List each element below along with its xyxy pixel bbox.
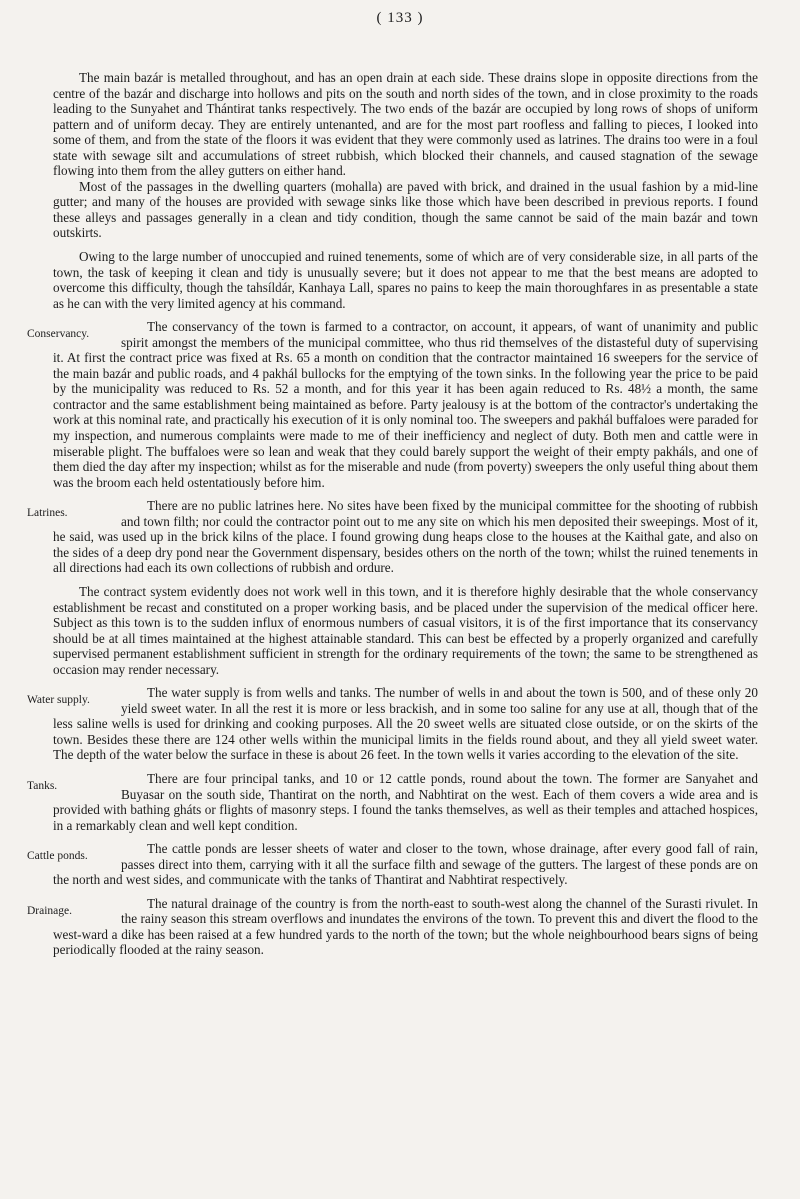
paragraph-cattle-ponds — [27, 841, 758, 888]
paragraph-conservancy-text: The conservancy of the town is farmed to a contractor, on account, it appears, of want of unanimity and public spirit amongst the members of the municipal committee, who thus rid themselves of the distasteful duty of supervising it. At first the contract price was fixed at Rs. 65 a month on condition that the contractor maintained 16 sweepers for the service of the main bazár and public roads, and 4 pakhál bullocks for the emptying of the town sinks. In the following year the price to be paid by the municipality was reduced to Rs. 52 a month, and for this year it has been again reduced to Rs. 48½ a month, the same contractor and the same establishment being maintained as before. Party jealousy is at the bottom of the contractor's undertaking the work at this nominal rate, and practically his execution of it is only nominal too. The sweepers and pakhál buffaloes were paraded for my inspection, and numerous complaints were made to me of their inefficiency and neglect of duty. Both men and cattle were in miserable plight. The buffaloes were so lean and weak that they could barely support the weight of their empty pakháls, and one of them died the day after my inspection; whilst as for the miserable and nude (from poverty) sweepers the only useful thing about them was the broom each held ostentatiously before him. — [53, 319, 758, 490]
paragraph-water-supply — [27, 685, 758, 763]
sidenote-tanks: Tanks. — [27, 779, 58, 792]
paragraph-latrines-text: There are no public latrines here. No sites have been fixed by the municipal committee for the shooting of rubbish and town filth; nor could the contractor point out to me any site on which his men deposited their sweepings. Most of it, he said, was used up in the brick kilns of the place. I found growing dung heaps close to the houses at the Kaithal gate, and also on the sides of a deep dry pond near the Government dispensary, besides others on the north of the town; whilst the ruined tenements in all directions had each its own collections of rubbish and ordure. — [53, 498, 758, 576]
paragraph-drainage-text: The natural drainage of the country is from the north-east to south-west along the channel of the Surasti rivulet. In the rainy season this stream overflows and inundates the environs of the town. To prevent this and divert the flood to the west-ward a dike has been raised at a few hundred yards to the north of the town; but the whole neighbourhood bears signs of being periodically flooded at the rainy season. — [53, 895, 758, 958]
paragraph-tenements: Owing to the large number of unoccupied and ruined tenements, some of which are of very considerable size, in all parts of the town, the task of keeping it clean and tidy is unusually severe; but it does not appear to me that the best means are adopted to overcome this difficulty, though the tahsíldár, Kanhaya Lall, spares no pains to keep the main thoroughfares in as presentable a state as he can with the very limited agency at his command. — [53, 249, 758, 311]
paragraph-drainage — [27, 895, 758, 958]
paragraph-contract-system: The contract system evidently does not work well in this town, and it is therefore highly desirable that the whole conservancy establishment be recast and constituted on a proper working basis, and be placed under the supervision of the medical officer here. Subject as this town is to the sudden influx of enormous numbers of casual visitors, it is of the first importance that its conservancy should be at all times maintained at the highest attainable standard. This can best be effected by a properly organized and carefully supervised permanent establishment sufficient in strength for the ordinary requirements of the town; the same to be strengthened as occasion may render necessary. — [53, 583, 758, 677]
paragraph-cattle-ponds-text: The cattle ponds are lesser sheets of water and closer to the town, whose drainage, after every good fall of rain, passes direct into them, carrying with it all the surface filth and sewage of the gutters. The largest of these ponds are on the north and west sides, and communicate with the tanks of Thantirat and Nabhtirat respectively. — [53, 841, 758, 888]
paragraph-latrines — [27, 498, 758, 576]
paragraph-mohalla-passages: Most of the passages in the dwelling quarters (mohalla) are paved with brick, and drained in the usual fashion by a mid-line gutter; and many of the houses are provided with sewage sinks like those which have been described in previous reports. I found these alleys and passages generally in a clean and tidy condition, though the same cannot be said of the main bazár and town outskirts. — [53, 178, 758, 241]
paragraph-main-bazar: The main bazár is metalled throughout, and has an open drain at each side. These drains slope in opposite directions from the centre of the bazár and discharge into hollows and pits on the south and north sides of the town, and in close proximity to the roads leading to the Sunyahet and Thántirat tanks respectively. The two ends of the bazár are occupied by long rows of shops of uniform pattern and of uniform decay. They are entirely untenanted, and are for the most part roofless and falling to pieces, I looked into some of them, and from the state of the floors it was evident that they were commonly used as latrines. The drains too were in a foul state with sewage silt and accumulations of street rubbish, which blocked their channels, and caused stagnation of the sewage flowing into them from the alley gutters on either hand. — [53, 70, 758, 179]
page-number: ( 133 ) — [376, 10, 424, 26]
paragraph-conservancy — [27, 319, 758, 490]
paragraph-tanks — [27, 770, 758, 833]
paragraph-tanks-text: There are four principal tanks, and 10 or 12 cattle ponds, round about the town. The former are Sanyahet and Buyasar on the south side, Thantirat on the north, and Nabhtirat on the west. Each of them covers a wide area and is provided with bathing gháts or flights of masonry steps. I found the tanks themselves, as well as their temples and attached hospices, in a remarkably clean and well kept condition. — [53, 770, 758, 833]
sidenote-water-supply: Water supply. — [27, 694, 90, 707]
report-body — [27, 70, 758, 958]
sidenote-latrines: Latrines. — [27, 507, 68, 520]
sidenote-drainage: Drainage. — [27, 904, 73, 917]
paragraph-water-supply-text: The water supply is from wells and tanks. The number of wells in and about the town is 500, and of these only 20 yield sweet water. In all the rest it is more or less brackish, and in some too saline for any use at all, though that of the less saline wells is used for drinking and cooking purposes. All the 20 sweet wells are situated close outside, or on the skirts of the town. Besides these there are 124 other wells within the municipal limits in the fields round about, and they all yield sweet water. The depth of the water below the surface in these is about 26 feet. In the town wells it varies according to the elevation of the site. — [53, 685, 758, 763]
sidenote-conservancy: Conservancy. — [27, 328, 90, 341]
sidenote-cattle-ponds: Cattle ponds. — [27, 850, 88, 863]
